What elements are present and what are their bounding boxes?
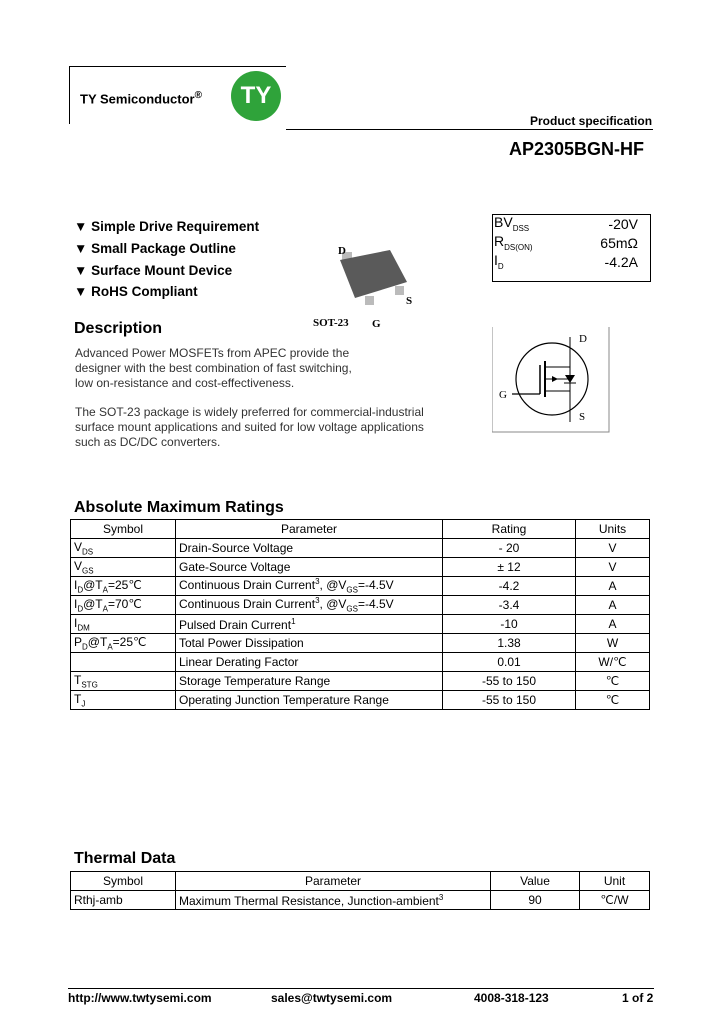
table-row: $T_{STG}$ Storage Temperature Range -55 to 150 ℃	[71, 672, 650, 691]
spec-row: $I_D$ -4.2A	[494, 252, 638, 271]
key-specs-table	[492, 214, 650, 271]
company-logo: TY	[231, 71, 281, 121]
package-pin-g	[365, 296, 374, 305]
mosfet-schematic	[492, 327, 610, 433]
header-frame-top	[69, 66, 286, 67]
part-number: AP2305BGN-HF	[509, 139, 645, 159]
description-title: Description	[74, 320, 163, 337]
abs-max-table	[70, 519, 650, 710]
table-row: $I_D@T_A=70℃$ Continuous Drain Current$^3$, $@V_{GS}=-4.5V$ -3.4 A	[71, 596, 650, 615]
description-para-2: The SOT-23 package is widely preferred for commercial-industrial surface mount applications and suited for low voltage applications such as DC/DC converters.	[75, 405, 424, 449]
table-header-row: Symbol Parameter Value Unit	[71, 872, 650, 891]
package-name: SOT-23	[313, 317, 349, 329]
spec-row: $R_{DS(ON)}$ 65mΩ	[494, 233, 638, 252]
spec-row: $BV_{DSS}$ -20V	[494, 214, 638, 233]
table-row: $T_J$ Operating Junction Temperature Range -55 to 150 ℃	[71, 691, 650, 710]
package-label-d: D	[338, 245, 346, 257]
table-row: $I_D@T_A=25℃$ Continuous Drain Current$^3$, $@V_{GS}=-4.5V$ -4.2 A	[71, 577, 650, 596]
table-row: $I_{DM}$ Pulsed Drain Current$^1$ -10 A	[71, 615, 650, 634]
table-row: Linear Derating Factor 0.01 W/℃	[71, 653, 650, 672]
thermal-title: Thermal Data	[74, 850, 176, 867]
header-rule	[286, 129, 653, 130]
doc-type: Product specification	[530, 114, 653, 128]
schematic-label-s: S	[579, 411, 586, 423]
schematic-label-d: D	[579, 333, 587, 345]
package-label-s: S	[406, 295, 413, 307]
feature-item: ▼ Small Package Outline	[74, 241, 236, 256]
schematic-label-g: G	[499, 389, 507, 401]
abs-max-title: Absolute Maximum Ratings	[74, 499, 284, 516]
company-name: TY Semiconductor®	[80, 90, 202, 107]
table-row: $V_{GS}$ Gate-Source Voltage ± 12 V	[71, 558, 650, 577]
feature-item: ▼ Surface Mount Device	[74, 263, 233, 278]
package-pin-s	[395, 286, 404, 295]
package-label-g: G	[372, 318, 381, 330]
table-row: Rthj-amb Maximum Thermal Resistance, Junction-ambient$^3$ 90 ℃/W	[71, 891, 650, 910]
footer-phone: 4008-318-123	[474, 991, 549, 1005]
table-row: $V_{DS}$ Drain-Source Voltage - 20 V	[71, 539, 650, 558]
package-drawing	[310, 238, 430, 333]
thermal-table	[70, 871, 650, 910]
header-frame-left	[69, 66, 70, 124]
feature-item: ▼ RoHS Compliant	[74, 284, 198, 299]
footer-email[interactable]: sales@twtysemi.com	[271, 991, 393, 1005]
footer-url[interactable]: http://www.twtysemi.com	[68, 991, 212, 1005]
table-header-row: Symbol Parameter Rating Units	[71, 520, 650, 539]
table-row: $P_D@T_A=25℃$ Total Power Dissipation 1.38 W	[71, 634, 650, 653]
footer-rule	[68, 988, 654, 989]
feature-item: ▼ Simple Drive Requirement	[74, 219, 260, 234]
description-para-1: Advanced Power MOSFETs from APEC provide the designer with the best combination of fast switching, low on-resistance and cost-effectiveness.	[75, 346, 352, 390]
footer-page: 1 of 2	[622, 991, 654, 1005]
